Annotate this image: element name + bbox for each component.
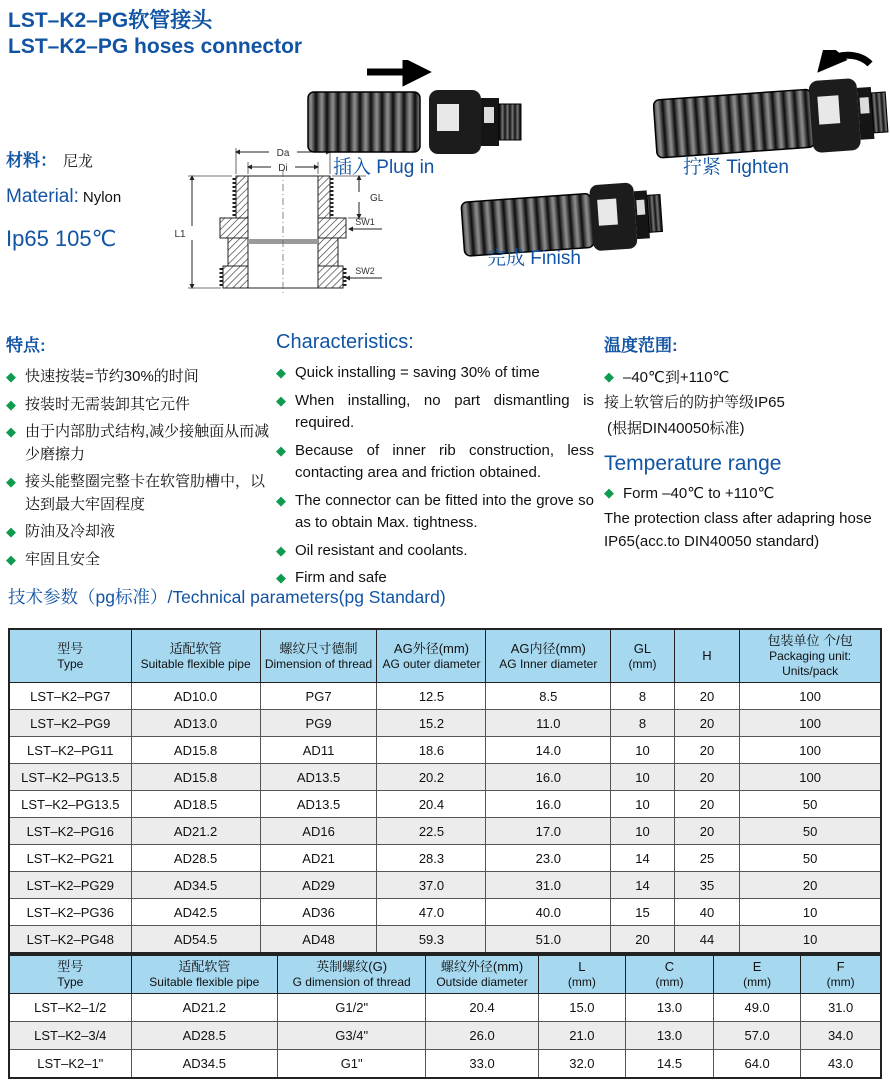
column-header-en: Suitable flexible pipe (149, 975, 260, 990)
table-cell: AD16 (260, 818, 377, 845)
table-cell: AD28.5 (131, 1022, 277, 1050)
column-header (625, 955, 713, 994)
column-header-zh: AG外径(mm) (393, 640, 470, 656)
protection-line-zh: 接上软管后的防护等级IP65 (604, 394, 785, 412)
column-header-en: (mm) (567, 975, 596, 990)
table-cell: 20.2 (377, 764, 486, 791)
column-header-en: (mm) (628, 656, 657, 671)
column-header (426, 955, 538, 994)
material-value-zh: 尼龙 (63, 153, 94, 170)
bullet-text: Firm and safe (295, 569, 387, 586)
parameters-heading: 技术参数（pg标准）/Technical parameters(pg Standard) (8, 587, 446, 607)
characteristics-section (276, 331, 594, 595)
dim-label-sw1: SW1 (355, 217, 375, 227)
table-cell: 100 (740, 764, 881, 791)
column-header-zh: 英制螺纹(G) (316, 959, 388, 974)
pg-parameters-table (8, 628, 882, 954)
column-header (740, 629, 881, 683)
column-header-en: (mm) (655, 975, 684, 990)
table-cell: LST–K2–PG21 (9, 845, 131, 872)
dim-label-l1: L1 (174, 229, 186, 240)
table-cell: 40.0 (486, 899, 611, 926)
column-header-zh: GL (633, 640, 652, 656)
column-header-zh: AG内径(mm) (510, 640, 586, 656)
bullet-item (6, 394, 272, 417)
table-cell: 20.4 (377, 791, 486, 818)
pg-table-header (9, 629, 881, 683)
temperature-bullet-zh (604, 366, 888, 389)
table-cell: LST–K2–PG9 (9, 710, 131, 737)
diamond-bullet-icon: ◆ (276, 392, 286, 408)
table-cell: AD34.5 (131, 1050, 277, 1079)
table-row (9, 710, 881, 737)
material-label-en: Material: (6, 186, 79, 207)
column-header (9, 629, 131, 683)
connector-image (429, 90, 521, 154)
table-cell: 51.0 (486, 926, 611, 954)
table-row (9, 994, 881, 1022)
bullet-item (6, 366, 272, 389)
table-cell: 32.0 (538, 1050, 625, 1079)
temperature-heading-zh: 温度范围: (604, 336, 678, 355)
table-cell: AD15.8 (131, 737, 260, 764)
table-cell: AD10.0 (131, 683, 260, 710)
table-cell: 64.0 (714, 1050, 801, 1079)
bullet-item (276, 540, 594, 563)
column-header-en: (mm) (826, 975, 855, 990)
table-row (9, 683, 881, 710)
dim-label-sw2: SW2 (355, 266, 375, 276)
table-cell: AD42.5 (131, 899, 260, 926)
table-cell: 20 (674, 737, 739, 764)
table-cell: AD34.5 (131, 872, 260, 899)
table-cell: LST–K2–3/4 (9, 1022, 131, 1050)
table-cell: G3/4" (278, 1022, 426, 1050)
table-cell: 13.0 (625, 994, 713, 1022)
header-row (9, 629, 881, 683)
table-cell: LST–K2–PG16 (9, 818, 131, 845)
table-cell: 14.0 (486, 737, 611, 764)
table-cell: 22.5 (377, 818, 486, 845)
table-row (9, 1050, 881, 1079)
bullet-item (276, 362, 594, 385)
table-cell: AD28.5 (131, 845, 260, 872)
bullet-text: 快速按装=节约30%的时间 (25, 368, 199, 385)
pg-table-body (9, 683, 881, 954)
bullet-item (6, 421, 272, 466)
table-cell: 20 (611, 926, 675, 954)
column-header-zh: H (702, 648, 712, 663)
table-cell: AD18.5 (131, 791, 260, 818)
table-cell: 10 (611, 818, 675, 845)
diamond-bullet-icon: ◆ (6, 551, 16, 567)
column-header (131, 629, 260, 683)
bullet-text: Because of inner rib construction, less contacting area and friction obtained. (295, 441, 594, 481)
bullet-item (6, 471, 272, 516)
table-cell: 44 (674, 926, 739, 954)
table-cell: LST–K2–PG13.5 (9, 764, 131, 791)
table-cell: 57.0 (714, 1022, 801, 1050)
diamond-bullet-icon: ◆ (604, 484, 614, 500)
bullet-text: 按装时无需装卸其它元件 (25, 395, 191, 413)
table-cell: AD21.2 (131, 994, 277, 1022)
bullet-text: 接头能整圈完整卡在软管肋槽中，以达到最大牢固程度 (25, 473, 266, 513)
column-header (674, 629, 739, 683)
table-cell: PG9 (260, 710, 377, 737)
column-header-en: Outside diameter (436, 975, 528, 990)
table-cell: 20 (674, 710, 739, 737)
table-cell: AD21.2 (131, 818, 260, 845)
column-header (377, 629, 486, 683)
column-header-en: (mm) (743, 975, 772, 990)
bullet-text: When installing, no part dismantling is required. (295, 391, 594, 431)
table-cell: 40 (674, 899, 739, 926)
column-header-zh: C (664, 959, 675, 974)
table-cell: 14 (611, 845, 675, 872)
column-header-zh: 型号 (57, 959, 84, 974)
material-row-zh (6, 146, 176, 171)
column-header-en: G dimension of thread (292, 975, 411, 990)
column-header (611, 629, 675, 683)
table-cell: 20 (740, 872, 881, 899)
dim-label-di: Di (278, 163, 288, 174)
table-cell: 50 (740, 845, 881, 872)
bullet-item (6, 549, 272, 572)
bullet-item (6, 521, 272, 544)
table-cell: 11.0 (486, 710, 611, 737)
table-cell: 34.0 (801, 1022, 881, 1050)
column-header (538, 955, 625, 994)
column-header (9, 955, 131, 994)
table-cell: 20 (674, 818, 739, 845)
table-cell: 100 (740, 710, 881, 737)
temperature-range-zh: –40℃到+110℃ (623, 369, 730, 386)
standard-line-zh: (根据DIN40050标准) (607, 419, 745, 437)
features-section (6, 331, 272, 576)
table-cell: 10 (740, 899, 881, 926)
diamond-bullet-icon: ◆ (6, 474, 16, 489)
table-cell: 17.0 (486, 818, 611, 845)
table-cell: 33.0 (426, 1050, 538, 1079)
table-cell: 28.3 (377, 845, 486, 872)
column-header (486, 629, 611, 683)
hose-with-connector-image (653, 76, 889, 164)
g-thread-parameters-table (8, 954, 882, 1079)
column-header-zh: 包装单位 个/包 (767, 633, 853, 648)
table-cell: 20 (674, 683, 739, 710)
temperature-range-en: Form –40℃ to +110℃ (623, 484, 775, 502)
table-cell: 100 (740, 683, 881, 710)
header-row (9, 955, 881, 994)
table-cell: G1/2" (278, 994, 426, 1022)
column-header-zh: 螺纹外径(mm) (440, 959, 524, 974)
table-cell: G1" (278, 1050, 426, 1079)
page-title-zh: LST–K2–PG软管接头 (8, 9, 213, 32)
table-cell: 10 (740, 926, 881, 954)
table-row (9, 1022, 881, 1050)
column-header-en: AG Inner diameter (499, 656, 598, 671)
column-header-zh: 适配软管 (178, 959, 231, 974)
table-cell: 50 (740, 818, 881, 845)
table-cell: 20.4 (426, 994, 538, 1022)
temperature-section (604, 331, 888, 556)
table-row (9, 737, 881, 764)
table-cell: 20 (674, 791, 739, 818)
step-label-finish: 完成 Finish (487, 248, 581, 269)
diamond-bullet-icon: ◆ (6, 424, 16, 439)
table-cell: AD54.5 (131, 926, 260, 954)
temperature-heading-en: Temperature range (604, 451, 782, 475)
table-cell: LST–K2–PG11 (9, 737, 131, 764)
dim-label-gl: GL (370, 193, 384, 204)
column-header-en: Packaging unit: Units/pack (769, 649, 852, 679)
table-cell: LST–K2–1" (9, 1050, 131, 1079)
column-header-en: AG outer diameter (382, 656, 481, 671)
diamond-bullet-icon: ◆ (6, 524, 16, 539)
table-row (9, 926, 881, 954)
table-cell: AD13.0 (131, 710, 260, 737)
table-cell: 18.6 (377, 737, 486, 764)
column-header-en: Type (57, 656, 84, 671)
table-cell: LST–K2–PG29 (9, 872, 131, 899)
table-cell: PG7 (260, 683, 377, 710)
g-table-body (9, 994, 881, 1079)
table-cell: 35 (674, 872, 739, 899)
column-header-zh: E (752, 959, 762, 974)
table-cell: 50 (740, 791, 881, 818)
material-value-en: Nylon (82, 189, 122, 206)
column-header (278, 955, 426, 994)
diamond-bullet-icon: ◆ (604, 369, 614, 384)
table-cell: 23.0 (486, 845, 611, 872)
bullet-item (276, 490, 594, 535)
corrugated-hose-image (308, 92, 420, 152)
table-cell: AD21 (260, 845, 377, 872)
table-row (9, 872, 881, 899)
bullet-text: Quick installing = saving 30% of time (295, 364, 540, 381)
table-row (9, 845, 881, 872)
material-info (6, 146, 176, 252)
table-cell: 12.5 (377, 683, 486, 710)
table-cell: AD11 (260, 737, 377, 764)
table-cell: 10 (611, 791, 675, 818)
table-cell: 31.0 (801, 994, 881, 1022)
table-cell: 26.0 (426, 1022, 538, 1050)
table-cell: AD13.5 (260, 764, 377, 791)
diamond-bullet-icon: ◆ (276, 442, 286, 458)
table-cell: 14 (611, 872, 675, 899)
characteristics-heading: Characteristics: (276, 331, 414, 353)
bullet-item (276, 440, 594, 485)
table-cell: LST–K2–PG7 (9, 683, 131, 710)
dim-label-da: Da (276, 148, 290, 159)
features-list (6, 366, 272, 571)
column-header (714, 955, 801, 994)
diamond-bullet-icon: ◆ (6, 369, 16, 384)
table-cell: 43.0 (801, 1050, 881, 1079)
diamond-bullet-icon: ◆ (276, 365, 286, 380)
bullet-text: The connector can be fitted into the grove so as to obtain Max. tightness. (295, 491, 594, 531)
diamond-bullet-icon: ◆ (276, 542, 286, 558)
table-cell: 49.0 (714, 994, 801, 1022)
table-cell: 15.0 (538, 994, 625, 1022)
table-row (9, 899, 881, 926)
table-cell: LST–K2–1/2 (9, 994, 131, 1022)
ip-rating: Ip65 105℃ (6, 226, 117, 251)
rotate-arrow-icon (823, 55, 870, 66)
bullet-text: 牢固且安全 (25, 550, 101, 568)
page-title (8, 8, 302, 60)
column-header-en: Type (57, 975, 84, 990)
table-cell: 20 (674, 764, 739, 791)
table-cell: LST–K2–PG48 (9, 926, 131, 954)
table-cell: LST–K2–PG13.5 (9, 791, 131, 818)
table-cell: 25 (674, 845, 739, 872)
table-cell: 100 (740, 737, 881, 764)
column-header-en: Suitable flexible pipe (140, 656, 251, 671)
characteristics-list (276, 362, 594, 590)
table-cell: 8 (611, 683, 675, 710)
step-label-tighten: 拧紧 Tighten (683, 157, 789, 178)
table-cell: 14.5 (625, 1050, 713, 1079)
table-cell: AD29 (260, 872, 377, 899)
table-cell: AD48 (260, 926, 377, 954)
bullet-item (276, 390, 594, 435)
table-row (9, 818, 881, 845)
column-header-zh: L (578, 959, 586, 974)
column-header-zh: 适配软管 (169, 640, 222, 656)
column-header (260, 629, 377, 683)
table-cell: 21.0 (538, 1022, 625, 1050)
column-header (131, 955, 277, 994)
step-label-plug-in: 插入 Plug in (333, 157, 435, 178)
material-label-zh: 材料： (6, 151, 57, 170)
page-title-en: LST–K2–PG hoses connector (8, 35, 303, 58)
table-cell: 8 (611, 710, 675, 737)
material-row-en (6, 186, 176, 208)
table-row (9, 764, 881, 791)
table-cell: AD15.8 (131, 764, 260, 791)
table-cell: 15.2 (377, 710, 486, 737)
table-cell: 13.0 (625, 1022, 713, 1050)
table-cell: 15 (611, 899, 675, 926)
diamond-bullet-icon: ◆ (276, 570, 286, 585)
features-heading: 特点: (6, 336, 46, 355)
column-header-en: Dimension of thread (264, 656, 373, 671)
temperature-bullet-en (604, 482, 888, 505)
g-table-header (9, 955, 881, 994)
table-cell: 16.0 (486, 791, 611, 818)
table-cell: 59.3 (377, 926, 486, 954)
bullet-text: 由于内部肋式结构,减少接触面从而减少磨擦力 (25, 423, 270, 463)
diamond-bullet-icon: ◆ (276, 492, 286, 508)
table-cell: 16.0 (486, 764, 611, 791)
table-cell: AD13.5 (260, 791, 377, 818)
bullet-text: 防油及冷却液 (25, 523, 116, 540)
table-cell: 37.0 (377, 872, 486, 899)
table-cell: 10 (611, 764, 675, 791)
column-header-zh: F (836, 959, 845, 974)
table-cell: 31.0 (486, 872, 611, 899)
table-row (9, 791, 881, 818)
table-cell: 8.5 (486, 683, 611, 710)
protection-line-en: The protection class after adapring hose IP65(acc.to DIN40050 standard) (604, 510, 872, 551)
diamond-bullet-icon: ◆ (6, 396, 16, 412)
table-cell: 10 (611, 737, 675, 764)
table-cell: AD36 (260, 899, 377, 926)
column-header-zh: 螺纹尺寸德制 (279, 640, 358, 656)
bullet-text: Oil resistant and coolants. (295, 541, 468, 559)
table-cell: 47.0 (377, 899, 486, 926)
table-cell: LST–K2–PG36 (9, 899, 131, 926)
column-header-zh: 型号 (57, 640, 84, 656)
column-header (801, 955, 881, 994)
